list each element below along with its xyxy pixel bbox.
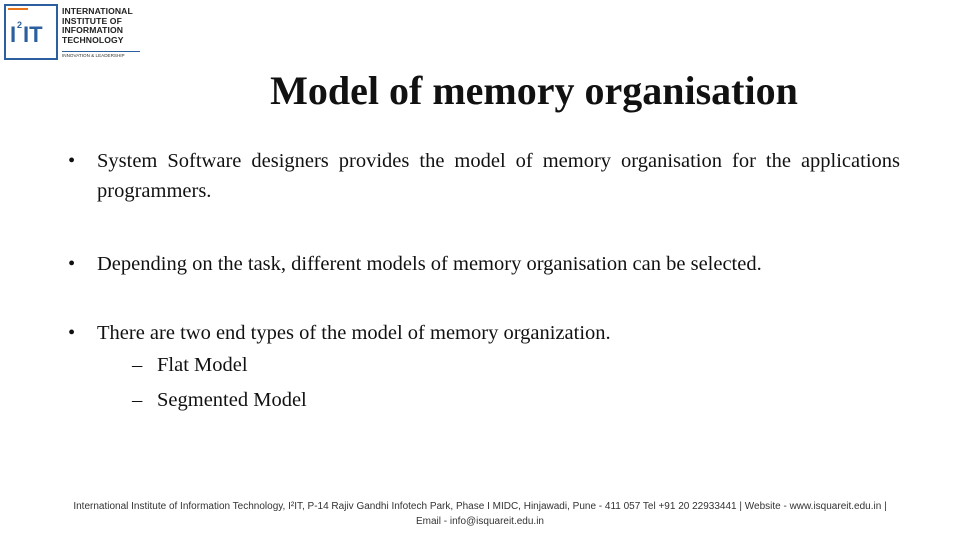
i2it-logo-icon [4,4,58,60]
sub-bullet-item: – Segmented Model [132,383,900,418]
bullet-list [68,146,900,417]
sub-bullet-list [97,348,900,417]
footer-address: International Institute of Information Technology, I²IT, P-14 Rajiv Gandhi Infotech Park, Phase I MIDC, Hinjawadi, Pune - 411 057 Tel +91 20 22933441 | Website - www.isquareit.edu.in | [73,501,887,512]
svg-text:IT: IT [23,22,43,47]
logo-line: INFORMATION [62,25,124,36]
bullet-item [68,318,900,417]
institute-logo [4,4,144,64]
sub-bullet-item: – Flat Model [132,348,900,383]
slide-title: Model of memory organisation [270,68,798,113]
logo-line: INSTITUTE OF [62,15,122,26]
logo-wordmark [62,7,133,45]
footer [20,499,940,529]
footer-email: Email - info@isquareit.edu.in [416,516,544,527]
logo-tagline: INNOVATION & LEADERSHIP [62,51,140,58]
bullet-text: There are two end types of the model of memory organization. [97,322,611,344]
logo-line: INTERNATIONAL [62,6,133,16]
bullet-text: Depending on the task, different models of memory organisation can be selected. [97,253,762,275]
logo-line: TECHNOLOGY [62,34,124,45]
svg-text:2: 2 [17,20,23,30]
svg-text:I: I [10,22,17,47]
bullet-item [68,146,900,206]
bullet-text: System Software designers provides the model of memory organisation for the applications programmers. [97,150,900,202]
bullet-item [68,249,900,279]
